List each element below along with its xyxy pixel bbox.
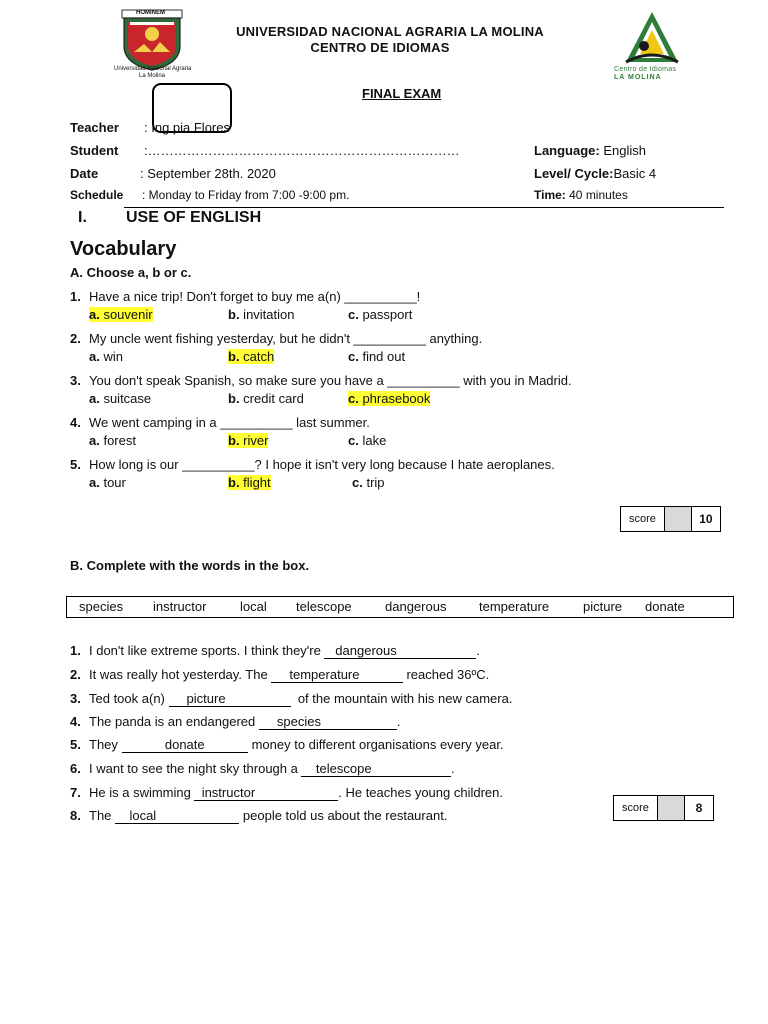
question-number: 5. (70, 457, 81, 472)
date-label: Date (70, 166, 99, 181)
language-center-logo (614, 8, 690, 82)
university-logo-caption-2: La Molina (138, 73, 165, 79)
question-text: Have a nice trip! Don't forget to buy me a(n) __________! (89, 289, 421, 304)
sentence-text (89, 761, 455, 777)
option-b[interactable]: b. river (228, 433, 269, 448)
university-logo-caption-1: Universidad Nacional Agraria (114, 66, 192, 72)
question-number: 3. (70, 373, 81, 388)
option-a[interactable]: a. forest (89, 433, 136, 448)
sentence-number: 8. (70, 808, 81, 823)
word-box-item: picture (583, 599, 623, 614)
sentence-before: They (89, 737, 122, 752)
option-c[interactable]: c. phrasebook (348, 391, 431, 406)
teacher-value: : Ing pia Flores (144, 120, 230, 135)
sentence-number: 3. (70, 691, 81, 706)
sentence-after: . (451, 761, 455, 776)
sentence-before: I don't like extreme sports. I think they're (89, 643, 325, 658)
option-c[interactable]: c. lake (348, 433, 387, 448)
word-box-item: local (240, 599, 267, 614)
option-b[interactable]: b. credit card (228, 391, 304, 406)
sentence-before: It was really hot yesterday. The (89, 667, 272, 682)
sentence-after: of the mountain with his new camera. (290, 691, 513, 706)
part-a-score-label: score (621, 507, 665, 531)
question-number: 1. (70, 289, 81, 304)
option-a[interactable]: a. suitcase (89, 391, 152, 406)
language-label: Language: (534, 143, 600, 158)
option-c[interactable]: c. trip (352, 475, 385, 490)
answer-blank[interactable]: telescope (301, 761, 452, 776)
level-field (534, 166, 656, 181)
section-number: I. (78, 209, 87, 226)
sentence-after: . He teaches young children. (338, 785, 504, 800)
sentence-before: I want to see the night sky through a (89, 761, 302, 776)
level-value: Basic 4 (613, 166, 657, 181)
answer-blank[interactable]: donate (121, 737, 248, 752)
sentence-number: 1. (70, 643, 81, 658)
sentence-number: 7. (70, 785, 81, 800)
sentence-after: money to different organisations every year. (247, 737, 504, 752)
sentence-number: 5. (70, 737, 81, 752)
language-value: English (599, 143, 646, 158)
question-text: We went camping in a __________ last summer. (89, 415, 370, 430)
section-title: USE OF ENGLISH (126, 209, 262, 226)
sentence-number: 2. (70, 667, 81, 682)
sentence-text (89, 667, 489, 683)
sentence-text (89, 643, 480, 659)
sentence-after: people told us about the restaurant. (239, 808, 448, 823)
part-b-score-total: 8 (695, 801, 703, 815)
part-a-score-input[interactable] (665, 507, 692, 531)
sentence-text (89, 691, 512, 707)
part-b-instruction: B. Complete with the words in the box. (70, 558, 310, 573)
word-box-item: donate (645, 599, 685, 614)
option-a[interactable]: a. tour (89, 475, 126, 490)
part-a-score-box (620, 506, 721, 532)
word-box (66, 596, 734, 618)
answer-blank[interactable]: species (258, 714, 397, 729)
part-b-score-box (613, 795, 714, 821)
time-label: Time: (534, 188, 566, 202)
language-field (534, 143, 646, 158)
word-box-item: species (79, 599, 124, 614)
university-logo-banner: HOMINEM (136, 10, 165, 16)
student-value: :……………………………………………………………… (144, 143, 460, 158)
sentence-text (89, 785, 503, 801)
option-c[interactable]: c. passport (348, 307, 413, 322)
sentence-after: . (396, 714, 401, 729)
answer-blank[interactable]: temperature (271, 667, 403, 682)
answer-blank[interactable]: local (115, 808, 240, 823)
option-a[interactable]: a. win (89, 349, 123, 364)
word-box-item: telescope (296, 599, 352, 614)
language-center-emblem-icon (614, 8, 690, 68)
question-text: You don't speak Spanish, so make sure you have a __________ with you in Madrid. (89, 373, 572, 388)
teacher-label: Teacher (70, 120, 119, 135)
word-box-item: instructor (153, 599, 207, 614)
part-b-score-label: score (614, 796, 658, 820)
answer-blank[interactable]: dangerous (324, 643, 477, 658)
schedule-label: Schedule (70, 188, 124, 202)
question-number: 4. (70, 415, 81, 430)
time-field (534, 188, 628, 202)
sentence-before: Ted took a(n) (89, 691, 169, 706)
part-a-instruction: A. Choose a, b or c. (70, 265, 192, 280)
header-divider (124, 207, 724, 208)
center-name: CENTRO DE IDIOMAS (310, 40, 450, 55)
university-name: UNIVERSIDAD NACIONAL AGRARIA LA MOLINA (236, 24, 544, 39)
option-b[interactable]: b. catch (228, 349, 275, 364)
sentence-number: 6. (70, 761, 81, 776)
option-c[interactable]: c. find out (348, 349, 406, 364)
language-center-caption-2: LA MOLINA (614, 74, 662, 81)
sentence-text (89, 737, 504, 753)
word-box-item: dangerous (385, 599, 447, 614)
exam-title: FINAL EXAM (362, 86, 442, 101)
part-b-score-input[interactable] (658, 796, 685, 820)
question-text: My uncle went fishing yesterday, but he didn't __________ anything. (89, 331, 483, 346)
sentence-text (89, 714, 400, 730)
sentence-before: The (89, 808, 116, 823)
option-a[interactable]: a. souvenir (89, 307, 153, 322)
language-center-caption-1: Centro de Idiomas (614, 66, 677, 73)
sentence-number: 4. (70, 714, 81, 729)
sentence-text (89, 808, 447, 824)
answer-blank[interactable]: instructor (194, 785, 339, 800)
student-label: Student (70, 143, 119, 158)
word-box-item: temperature (479, 599, 550, 614)
option-b[interactable]: b. invitation (228, 307, 295, 322)
level-label: Level/ Cycle: (534, 166, 614, 181)
sentence-before: He is a swimming (89, 785, 195, 800)
question-text: How long is our __________? I hope it isn't very long because I hate aeroplanes. (89, 457, 555, 472)
option-b[interactable]: b. flight (228, 475, 271, 490)
schedule-value: : Monday to Friday from 7:00 -9:00 pm. (142, 188, 350, 202)
question-number: 2. (70, 331, 81, 346)
sentence-after: reached 36ºC. (402, 667, 490, 682)
part-a-score-total: 10 (699, 512, 713, 526)
sentence-before: The panda is an endangered (89, 714, 259, 729)
answer-blank[interactable]: picture (168, 691, 291, 706)
vocabulary-heading: Vocabulary (70, 238, 177, 260)
sentence-after: . (476, 643, 480, 658)
date-value: : September 28th. 2020 (140, 166, 276, 181)
time-value: 40 minutes (565, 188, 628, 202)
